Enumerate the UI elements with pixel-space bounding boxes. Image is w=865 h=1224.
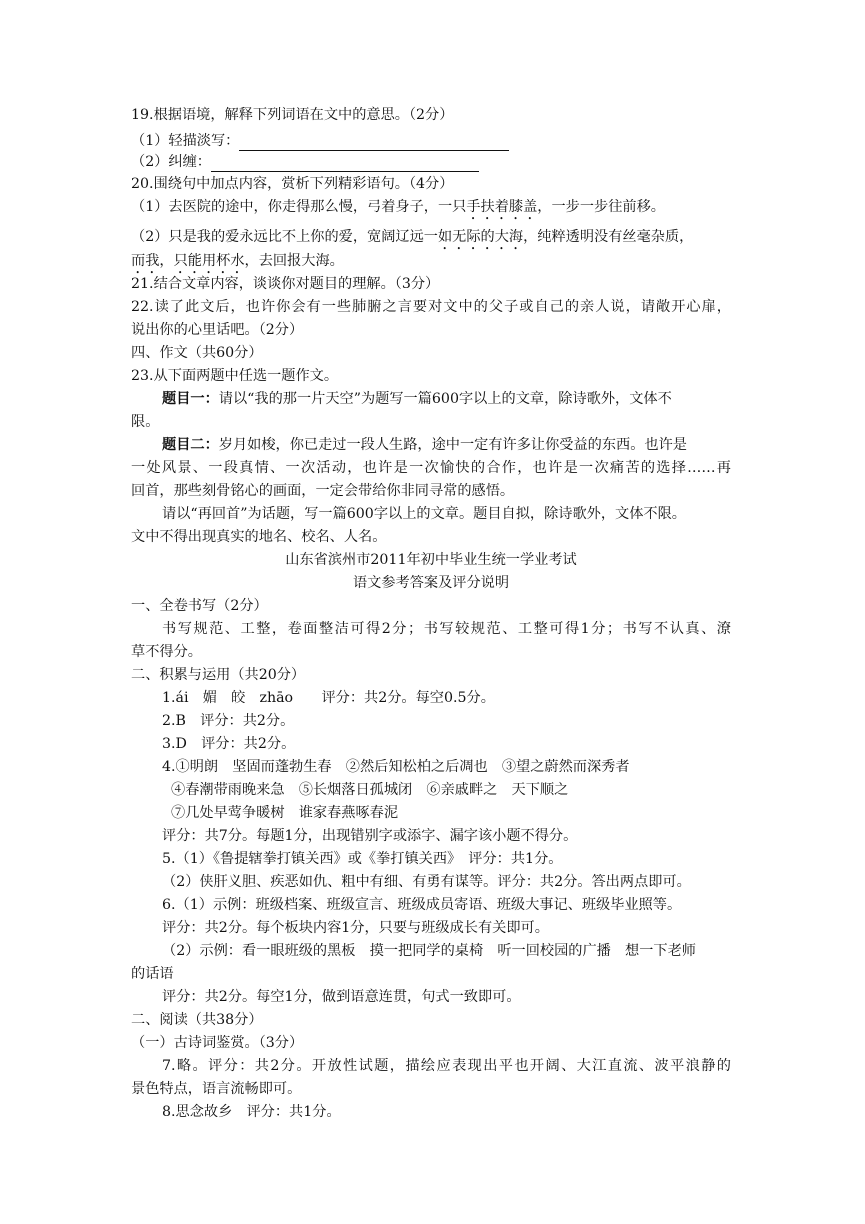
q19-item-2-label: （2）纠缠： xyxy=(131,154,211,170)
q20-item-2-line-2 xyxy=(131,251,344,273)
q20-item-2-line-2-text: ，去回报大海。 xyxy=(244,253,344,269)
q19-item-1 xyxy=(131,131,509,153)
q19-title: 19.根据语境，解释下列词语在文中的意思。（2分） xyxy=(131,107,454,123)
answer-6-line-2: （2）示例：看一眼班级的黑板 摸一把同学的桌椅 听一回校园的广播 想一下老师 xyxy=(162,943,696,959)
answer-2: 2.B 评分：共2分。 xyxy=(162,713,295,729)
answer-section-3-sub: （一）古诗词鉴赏。（3分） xyxy=(131,1035,304,1051)
answer-5-line-1: 5.（1）《鲁提辖拳打镇关西》或《拳打镇关西》 评分：共1分。 xyxy=(162,851,563,867)
answer-7-line-1: 7.略。评分：共2分。开放性试题，描绘应表现出平也开阔、大江直流、波平浪静的 xyxy=(162,1058,731,1074)
topic-2-line-3: 回首，那些刻骨铭心的画面，一定会带给你非同寻常的感悟。 xyxy=(131,483,515,499)
topic-2-line-1 xyxy=(162,435,687,457)
q20-item-1-dotted: 手扶着膝盖 xyxy=(466,199,538,215)
q21: 21.结合文章内容，谈谈你对题目的理解。（3分） xyxy=(131,276,440,292)
answer-4-line-1: 4.①明朗 坚固而蓬勃生春 ②然后知松柏之后凋也 ③望之蔚然而深秀者 xyxy=(162,759,630,775)
topic-1-text: 请以“我的那一片天空”为题写一篇600字以上的文章，除诗歌外，文体不 xyxy=(218,391,672,407)
topic-1-line-2: 限。 xyxy=(131,414,160,430)
answer-title-1: 山东省滨州市2011年初中毕业生统一学业考试 xyxy=(285,552,577,568)
answer-title-2: 语文参考答案及评分说明 xyxy=(352,575,510,591)
q20-item-2-line-2-dotted: 而我，只能用杯水 xyxy=(131,253,245,269)
answer-blank-2 xyxy=(211,155,479,172)
topic-2-line-2: 一处风景、一段真情、一次活动，也许是一次愉快的合作，也许是一次痛苦的选择……再 xyxy=(131,460,731,476)
answer-section-1-heading: 一、全卷书写（2分） xyxy=(131,598,268,614)
answer-section-2-heading: 二、积累与运用（共20分） xyxy=(131,667,306,683)
q20-item-1-text-b: ，一步一步往前移。 xyxy=(537,199,665,215)
q20-item-2 xyxy=(131,227,693,249)
q19-item-1-label: （1）轻描淡写： xyxy=(131,133,240,149)
answer-section-3-heading: 二、阅读（共38分） xyxy=(131,1012,263,1028)
answer-6-score-2: 评分：共2分。每空1分，做到语意连贯，句式一致即可。 xyxy=(162,989,521,1005)
answer-6-line-3: 的话语 xyxy=(131,966,174,982)
q22-line-1: 22.读了此文后，也许你会有一些肺腑之言要对文中的父子或自己的亲人说，请敞开心扉， xyxy=(131,299,731,315)
q20-item-2-text-a: （2）只是我的爱永远比不上你的爱，宽阔辽远一 xyxy=(131,229,438,245)
q20-item-2-dotted: 如无际的大海 xyxy=(437,229,524,245)
answer-6-line-1: 6.（1）示例：班级档案、班级宣言、班级成员寄语、班级大事记、班级毕业照等。 xyxy=(162,897,682,913)
answer-4-score: 评分：共7分。每题1分，出现错别字或添字、漏字该小题不得分。 xyxy=(162,828,578,844)
q20-title: 20.围绕句中加点内容，赏析下列精彩语句。（4分） xyxy=(131,176,454,192)
answer-7-line-2: 景色特点，语言流畅即可。 xyxy=(131,1081,302,1097)
topic-1-line-1 xyxy=(162,389,672,411)
q23: 23.从下面两题中任选一题作文。 xyxy=(131,368,339,384)
answer-section-1-line-1: 书写规范、工整，卷面整洁可得2分；书写较规范、工整可得1分；书写不认真、潦 xyxy=(162,621,731,637)
section-4-heading: 四、作文（共60分） xyxy=(131,345,263,361)
answer-5-line-2: （2）侠肝义胆、疾恶如仇、粗中有细、有勇有谋等。评分：共2分。答出两点即可。 xyxy=(162,874,691,890)
answer-8: 8.思念故乡 评分：共1分。 xyxy=(162,1104,341,1120)
answer-blank-1 xyxy=(239,134,509,151)
answer-4-line-3: ⑦几处早莺争暖树 谁家春燕啄春泥 xyxy=(171,805,399,821)
q20-item-2-text-b: ，纯粹透明没有丝毫杂质， xyxy=(523,229,694,245)
q22-line-2: 说出你的心里话吧。（2分） xyxy=(131,322,304,338)
topic-2-line-5: 文中不得出现真实的地名、校名、人名。 xyxy=(131,529,387,545)
topic-2-text: 岁月如梭，你已走过一段人生路，途中一定有许多让你受益的东西。也许是 xyxy=(218,437,687,453)
q19-item-2 xyxy=(131,152,479,174)
q20-item-1-text-a: （1）去医院的途中，你走得那么慢，弓着身子，一只 xyxy=(131,199,467,215)
answer-3: 3.D 评分：共2分。 xyxy=(162,736,296,752)
topic-1-label: 题目一： xyxy=(162,391,219,407)
topic-2-label: 题目二： xyxy=(162,437,219,453)
answer-6-score-1: 评分：共2分。每个板块内容1分，只要与班级成长有关即可。 xyxy=(162,920,549,936)
q20-item-1 xyxy=(131,197,665,219)
topic-2-line-4: 请以“再回首”为话题，写一篇600字以上的文章。题目自拟，除诗歌外，文体不限。 xyxy=(162,506,686,522)
answer-1: 1.ái 媚 皎 zhāo 评分：共2分。每空0.5分。 xyxy=(162,690,495,706)
answer-4-line-2: ④春潮带雨晚来急 ⑤长烟落日孤城闭 ⑥亲戚畔之 天下顺之 xyxy=(171,782,569,798)
answer-section-1-line-2: 草不得分。 xyxy=(131,644,202,660)
